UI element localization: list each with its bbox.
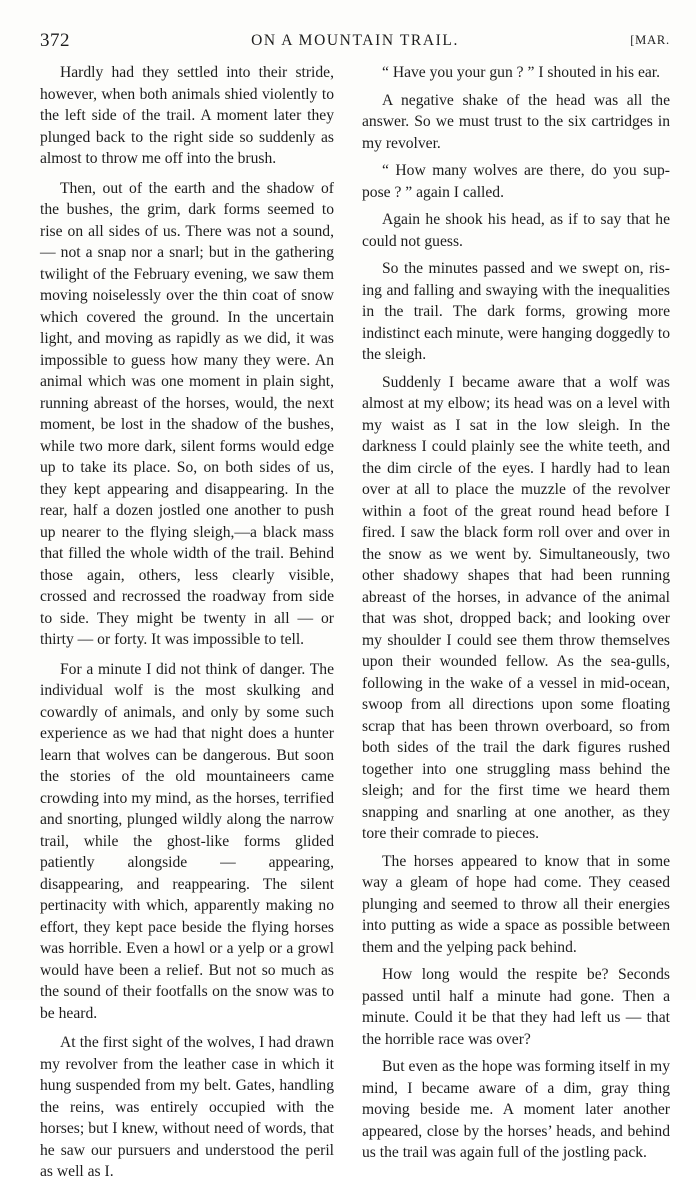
running-head: [40, 30, 670, 52]
paragraph: At the first sight of the wolves, I had drawn my revolver from the leather case in which it hung suspended from my belt. Gates, handling the reins, was entirely occupied with the horses; but I knew, without need of words, that he saw our pursuers and understood the peril as well as I.: [40, 1034, 334, 1180]
paragraph: A negative shake of the head was all the answer. So we must trust to the six cartridges in my revolver.: [362, 91, 670, 152]
paragraph: So the minutes passed and we swept on, rising and falling and swaying with the inequalities in the trail. The dark forms, growing more indistinct each minute, were hanging doggedly to the sleigh.: [362, 260, 670, 363]
left-column: [40, 62, 334, 1191]
right-column: [362, 62, 670, 1170]
paragraph: The horses appeared to know that in some way a gleam of hope had come. They ceased plunging and seemed to throw all their energies into putting as wide a space as possible between them and the yelping pack behind.: [362, 852, 670, 956]
paragraph: But even as the hope was forming itself in my mind, I became aware of a dim, gray thing moving beside me. A moment later another appeared, close by the horses’ heads, and behind us the trail was again full of the jostling pack.: [362, 1058, 670, 1161]
paragraph: “ Have you your gun ? ” I shouted in his ear.: [382, 64, 661, 81]
paragraph: For a minute I did not think of danger. The individual wolf is the most skulking and cowardly of animals, and only by some such experience as we had that night does a hunter learn that wolves can be dangerous. But soon the stories of the old mountaineers came crowding into my mind, as the horses, terrified and snorting, plunged wildly along the narrow trail, while the ghost-like forms glided patiently alongside — appearing, disappearing, and reappearing. The silent pertinacity with which, apparently making no effort, they kept pace beside the flying horses was horrible. Even a howl or a yelp or a growl would have been a relief. But not so much as the sound of their footfalls on the snow was to be heard.: [40, 660, 334, 1022]
running-month: [MAR.: [630, 33, 670, 47]
running-title: ON A MOUNTAIN TRAIL.: [251, 32, 459, 49]
page-number: 372: [40, 30, 70, 51]
paragraph: Then, out of the earth and the shadow of the bushes, the grim, dark forms seemed to rise on all sides of us. There was not a sound,— not a snap nor a snarl; but in the gathering twilight of the February evening, we saw them moving noiselessly over the thin coat of snow which covered the ground. In the uncertain light, and moving as rapidly as we did, it was impossible to guess how many they were. An animal which was one moment in plain sight, running abreast of the horses, would, the next moment, be lost in the shadow of the bushes, while two more dark, silent forms would edge up to take its place. So, on both sides of us, they kept appearing and disappearing. In the rear, half a dozen jostled one another to push up nearer to the flying sleigh,—a black mass that filled the whole width of the trail. Behind those again, others, less clearly visible, crossed and recrossed the roadway from side to side. They might be twenty in all — or thirty — or forty. It was impossible to tell.: [40, 179, 334, 648]
paragraph: “ How many wolves are there, do you suppose ? ” again I called.: [362, 162, 670, 201]
paragraph: How long would the respite be? Seconds passed until half a minute had gone. Then a minute. Could it be that they had left us — that the horrible race was over?: [362, 966, 670, 1048]
paragraph: Suddenly I became aware that a wolf was almost at my elbow; its head was on a level with my waist as I sat in the low sleigh. In the darkness I could plainly see the white teeth, and the dim circle of the eyes. I hardly had to lean over at all to place the muzzle of the revolver within a foot of the great round head before I fired. I saw the black form roll over and over in the snow as we went by. Simultaneously, two other shadowy shapes that had been running abreast of the horses, in advance of the animal that was shot, dropped back; and looking over my shoulder I could see them throw themselves upon their wounded fellow. As the sea-gulls, following in the wake of a vessel in mid-ocean, swoop from all directions upon some floating scrap that has been thrown overboard, so from both sides of the trail the dark figures rushed together into one struggling mass behind the sleigh; and for the first time we heard them snapping and snarling at one another, as they tore their comrade to pieces.: [362, 373, 670, 842]
paragraph: Again he shook his head, as if to say that he could not guess.: [362, 211, 670, 250]
paragraph: Hardly had they settled into their stride, however, when both animals shied violently to the left side of the trail. A moment later they plunged back to the right side so suddenly as almost to throw me off into the brush.: [40, 64, 334, 167]
